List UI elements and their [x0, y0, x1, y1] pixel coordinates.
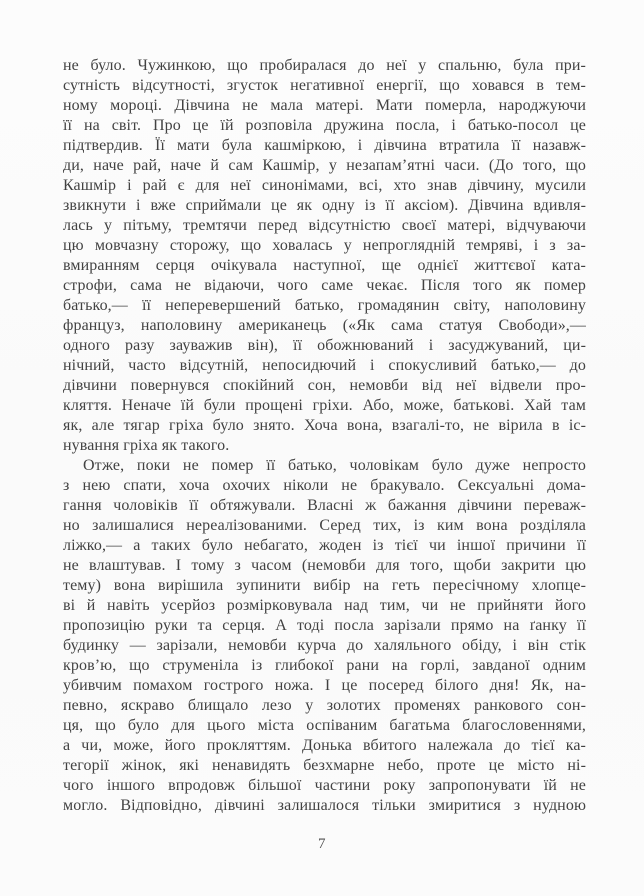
text-line: з нею спати, хоча охочих ніколи не бракувало. Сексуальні дома- [63, 477, 586, 494]
text-line: француз, наполовину американець («Як сама статуя Свободи»,— [63, 317, 586, 334]
text-line: як, але тягар гріха було знято. Хоча вона, взагалі-то, не вірила в іс- [63, 417, 586, 434]
text-line: строфи, сама не відаючи, чого саме чекає. Після того як помер [63, 277, 586, 294]
text-line: звикнути і вже сприймали це як одну із її аксіом). Дівчина вдивля- [63, 197, 586, 214]
text-line: одного разу зауважив він), її обожнюваний і засуджуваний, ци- [63, 337, 586, 354]
text-line: тему) вона вирішила зупинити вибір на геть пересічному хлопце- [63, 577, 586, 594]
text-line: убивчим помахом гострого ножа. І це посеред білого дня! Як, на- [63, 677, 586, 694]
text-line: Кашмір і рай є для неї синонімами, всі, хто знав дівчину, мусили [63, 177, 586, 194]
text-line: ному мороці. Дівчина не мала матері. Мати померла, народжуючи [63, 97, 586, 114]
text-line: дівчини повернувся спокійний сон, немовби від неї відвели про- [63, 377, 586, 394]
text-line: ця, що було для цього міста оспіваним багатьма благословеннями, [63, 717, 586, 734]
text-line: пропозицію руки та серця. А тоді посла зарізали прямо на ґанку її [63, 617, 586, 634]
text-line: вмиранням серця очікувала наступної, ще однієї життєвої ката- [63, 257, 586, 274]
text-line: ди, наче рай, наче й сам Кашмір, у незапам’ятні часи. (До того, що [63, 157, 586, 174]
text-line: а чи, може, його прокляттям. Донька вбитого належала до тієї ка- [63, 737, 586, 754]
page-number: 7 [318, 836, 326, 852]
text-line: кров’ю, що струменіла із глибокої рани на горлі, завданої одним [63, 657, 586, 674]
text-line: сутність відсутності, згусток негативної енергії, що ховався в тем- [63, 77, 586, 94]
text-line: чого іншого впродовж більшої частини року запропонувати їй не [63, 777, 586, 794]
text-line: батько,— її неперевершений батько, громадянин світу, наполовину [63, 297, 586, 314]
text-line: будинку — зарізали, немовби курча до халяльного обіду, і він стік [63, 637, 586, 654]
text-line: не влаштував. І тому з часом (немовби для того, щоби закрити цю [63, 557, 586, 574]
text-line: могло. Відповідно, дівчині залишалося тільки змиритися з нудною [63, 797, 586, 814]
text-line: тегорії жінок, які ненавидять безхмарне небо, проте це місто ні- [63, 757, 586, 774]
text-line: підтвердив. Її мати була кашміркою, і дівчина втратила її назавж- [63, 137, 586, 154]
text-line: Отже, поки не помер її батько, чоловікам було дуже непросто [83, 457, 586, 474]
text-line: нування гріха як такого. [63, 437, 230, 454]
text-line: ліжко,— а таких було небагато, жоден із тієї чи іншої причини її [63, 537, 586, 554]
page-text-block [63, 56, 586, 816]
text-line: лась у пітьму, тремтячи перед відсутністю своєї матері, відчуваючи [63, 217, 586, 234]
text-line: не було. Чужинкою, що пробиралася до неї у спальню, була при- [63, 57, 586, 74]
text-line: нічний, часто відсутній, непосидючий і спокусливий батько,— до [63, 357, 586, 374]
text-line: но залишалися нереалізованими. Серед тих, із ким вона розділяла [63, 517, 586, 534]
text-line: її на світ. Про це їй розповіла дружина посла, і батько-посол це [63, 117, 586, 134]
text-line: кляття. Неначе їй були прощені гріхи. Або, може, батькові. Хай там [63, 397, 586, 414]
text-line: ві й навіть усерйоз розмірковувала над тим, чи не прийняти його [63, 597, 586, 614]
text-line: гання чоловіків її обтяжували. Власні ж бажання дівчини переваж- [63, 497, 586, 514]
text-line: цю мовчазну сторожу, що ховалась у непроглядній темряві, і з за- [63, 237, 586, 254]
text-line: певно, яскраво блищало лезо у золотих променях ранкового сон- [63, 697, 586, 714]
